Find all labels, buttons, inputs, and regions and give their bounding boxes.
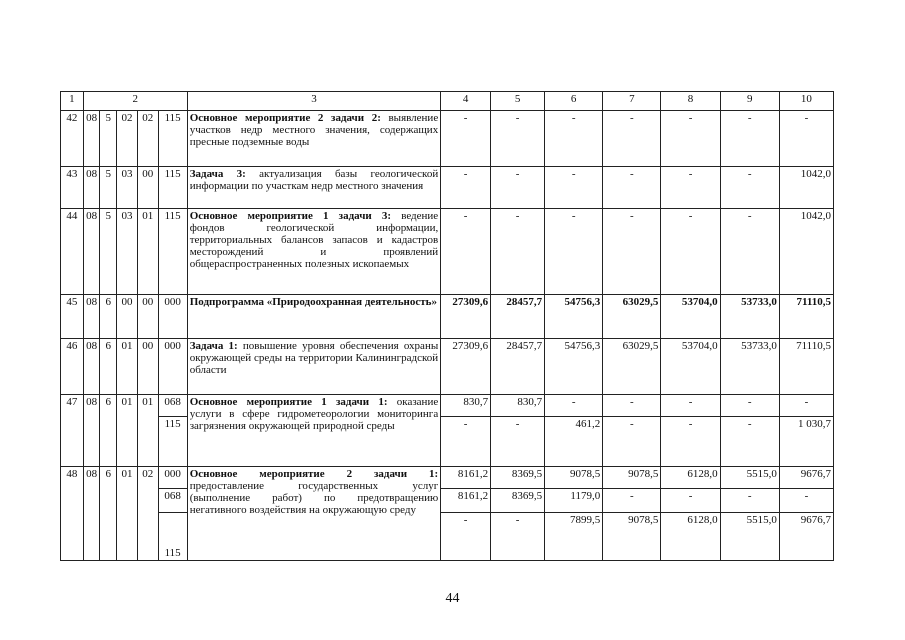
value-cell: 27309,6 xyxy=(441,339,491,395)
value-cell: - xyxy=(603,209,661,295)
description-title: Основное мероприятие 2 задачи 1: xyxy=(189,468,439,480)
header-cell: 10 xyxy=(779,92,833,111)
value-cell: - xyxy=(603,489,661,513)
value-cell: - xyxy=(545,111,603,167)
header-cell: 9 xyxy=(720,92,779,111)
code-cell: 02 xyxy=(137,111,158,167)
value-cell: 63029,5 xyxy=(603,339,661,395)
value-cell: 1042,0 xyxy=(779,209,833,295)
table-row xyxy=(61,167,834,209)
code-cell: 000 xyxy=(158,339,187,395)
value-cell: 7899,5 xyxy=(545,513,603,561)
code-cell: 5 xyxy=(100,167,117,209)
code-cell: 068 xyxy=(158,489,187,513)
value-cell: 53733,0 xyxy=(720,339,779,395)
code-cell: 01 xyxy=(117,467,138,561)
description-text: актуализация базы геологической информации по участкам недр местного значения xyxy=(189,168,439,192)
code-cell: 115 xyxy=(158,111,187,167)
value-cell: - xyxy=(779,111,833,167)
table-row xyxy=(61,467,834,489)
description-cell xyxy=(187,467,441,561)
description-cell xyxy=(187,111,441,167)
table-row xyxy=(61,209,834,295)
header-cell: 7 xyxy=(603,92,661,111)
value-cell: - xyxy=(720,167,779,209)
description-title: Основное мероприятие 1 задачи 1: xyxy=(189,396,388,408)
code-cell: 00 xyxy=(137,339,158,395)
value-cell: 5515,0 xyxy=(720,513,779,561)
code-cell: 115 xyxy=(158,209,187,295)
value-cell: 461,2 xyxy=(545,417,603,467)
description-title: Основное мероприятие 2 задачи 2: xyxy=(189,112,381,124)
value-cell: - xyxy=(661,167,720,209)
value-cell: - xyxy=(661,209,720,295)
description-title: Основное мероприятие 1 задачи 3: xyxy=(189,210,392,222)
value-cell: - xyxy=(441,417,491,467)
header-cell: 6 xyxy=(545,92,603,111)
description-title: Задача 1: xyxy=(189,340,238,352)
value-cell: - xyxy=(545,167,603,209)
description-text: повышение уровня обеспечения охраны окружающей среды на территории Калининградской области xyxy=(189,340,439,376)
code-cell: 5 xyxy=(100,111,117,167)
value-cell: 63029,5 xyxy=(603,295,661,339)
code-cell: 00 xyxy=(137,167,158,209)
row-number: 43 xyxy=(61,167,84,209)
code-cell: 08 xyxy=(83,339,100,395)
value-cell: - xyxy=(603,167,661,209)
header-row xyxy=(61,92,834,111)
value-cell: - xyxy=(661,489,720,513)
header-cell: 1 xyxy=(61,92,84,111)
value-cell: - xyxy=(491,513,545,561)
value-cell: - xyxy=(603,111,661,167)
code-cell: 068 xyxy=(158,395,187,417)
value-cell: - xyxy=(441,513,491,561)
code-cell: 115 xyxy=(158,513,187,561)
value-cell: 1179,0 xyxy=(545,489,603,513)
value-cell: - xyxy=(441,209,491,295)
value-cell: 53704,0 xyxy=(661,339,720,395)
value-cell: - xyxy=(720,417,779,467)
value-cell: 8161,2 xyxy=(441,467,491,489)
value-cell: - xyxy=(491,167,545,209)
table-row xyxy=(61,339,834,395)
code-cell: 6 xyxy=(100,395,117,467)
value-cell: 8369,5 xyxy=(491,467,545,489)
code-cell: 000 xyxy=(158,295,187,339)
value-cell: 9676,7 xyxy=(779,467,833,489)
description-cell xyxy=(187,395,441,467)
value-cell: - xyxy=(720,111,779,167)
code-cell: 02 xyxy=(137,467,158,561)
header-cell: 3 xyxy=(187,92,441,111)
row-number: 42 xyxy=(61,111,84,167)
value-cell: - xyxy=(545,395,603,417)
code-cell: 08 xyxy=(83,467,100,561)
row-number: 46 xyxy=(61,339,84,395)
description-text: предоставление государственных услуг (выполнение работ) по предотвращению негативного воздействия на окружающую среду xyxy=(189,480,439,516)
description-cell xyxy=(187,167,441,209)
page-number: 44 xyxy=(445,591,460,606)
table-row xyxy=(61,295,834,339)
code-cell: 03 xyxy=(117,167,138,209)
value-cell: - xyxy=(545,209,603,295)
value-cell: 53733,0 xyxy=(720,295,779,339)
value-cell: 28457,7 xyxy=(491,339,545,395)
header-cell: 4 xyxy=(441,92,491,111)
description-text: выявление участков недр местного значения, содержащих пресные подземные воды xyxy=(189,112,439,148)
description-text: оказание услуги в сфере гидрометеорологии мониторинга загрязнения окружающей природной среды xyxy=(189,396,439,432)
code-cell: 08 xyxy=(83,395,100,467)
code-cell: 00 xyxy=(117,295,138,339)
value-cell: 9078,5 xyxy=(603,467,661,489)
value-cell: 9078,5 xyxy=(545,467,603,489)
description-title: Задача 3: xyxy=(189,168,246,180)
value-cell: - xyxy=(441,111,491,167)
code-cell: 000 xyxy=(158,467,187,489)
table-row xyxy=(61,111,834,167)
value-cell: 830,7 xyxy=(441,395,491,417)
value-cell: 1042,0 xyxy=(779,167,833,209)
value-cell: 8369,5 xyxy=(491,489,545,513)
value-cell: - xyxy=(720,209,779,295)
description-cell xyxy=(187,209,441,295)
value-cell: 1 030,7 xyxy=(779,417,833,467)
value-cell: - xyxy=(661,111,720,167)
value-cell: - xyxy=(491,209,545,295)
value-cell: 6128,0 xyxy=(661,467,720,489)
code-cell: 08 xyxy=(83,295,100,339)
code-cell: 08 xyxy=(83,209,100,295)
code-cell: 02 xyxy=(117,111,138,167)
code-cell: 00 xyxy=(137,295,158,339)
value-cell: - xyxy=(661,417,720,467)
value-cell: 53704,0 xyxy=(661,295,720,339)
code-cell: 01 xyxy=(137,209,158,295)
value-cell: 27309,6 xyxy=(441,295,491,339)
value-cell: - xyxy=(603,417,661,467)
budget-table xyxy=(60,91,834,561)
value-cell: 54756,3 xyxy=(545,339,603,395)
row-number: 47 xyxy=(61,395,84,467)
value-cell: 9078,5 xyxy=(603,513,661,561)
value-cell: 9676,7 xyxy=(779,513,833,561)
value-cell: - xyxy=(491,417,545,467)
value-cell: - xyxy=(720,489,779,513)
value-cell: 5515,0 xyxy=(720,467,779,489)
value-cell: - xyxy=(720,395,779,417)
value-cell: 71110,5 xyxy=(779,295,833,339)
value-cell: - xyxy=(779,395,833,417)
header-cell: 8 xyxy=(661,92,720,111)
table-row xyxy=(61,417,834,467)
row-number: 44 xyxy=(61,209,84,295)
value-cell: 6128,0 xyxy=(661,513,720,561)
value-cell: - xyxy=(661,395,720,417)
value-cell: 54756,3 xyxy=(545,295,603,339)
value-cell: - xyxy=(441,167,491,209)
code-cell: 03 xyxy=(117,209,138,295)
value-cell: - xyxy=(603,395,661,417)
code-cell: 08 xyxy=(83,167,100,209)
table-row xyxy=(61,513,834,561)
description-text: ведение фондов геологической информации, территориальных балансов запасов и кадастров месторождений и проявлений общераспространенных полезных ископаемых xyxy=(189,210,439,270)
header-cell: 5 xyxy=(491,92,545,111)
code-cell: 6 xyxy=(100,339,117,395)
value-cell: 830,7 xyxy=(491,395,545,417)
table-row xyxy=(61,395,834,417)
row-number: 45 xyxy=(61,295,84,339)
code-cell: 6 xyxy=(100,467,117,561)
code-cell: 01 xyxy=(117,339,138,395)
value-cell: - xyxy=(491,111,545,167)
code-cell: 115 xyxy=(158,417,187,467)
table-row xyxy=(61,489,834,513)
code-cell: 115 xyxy=(158,167,187,209)
description-cell xyxy=(187,339,441,395)
header-cell: 2 xyxy=(83,92,187,111)
code-cell: 08 xyxy=(83,111,100,167)
code-cell: 6 xyxy=(100,295,117,339)
code-cell: 01 xyxy=(117,395,138,467)
value-cell: 8161,2 xyxy=(441,489,491,513)
description-title: Подпрограмма «Природоохранная деятельность» xyxy=(187,295,441,339)
value-cell: - xyxy=(779,489,833,513)
value-cell: 28457,7 xyxy=(491,295,545,339)
row-number: 48 xyxy=(61,467,84,561)
value-cell: 71110,5 xyxy=(779,339,833,395)
code-cell: 5 xyxy=(100,209,117,295)
code-cell: 01 xyxy=(137,395,158,467)
